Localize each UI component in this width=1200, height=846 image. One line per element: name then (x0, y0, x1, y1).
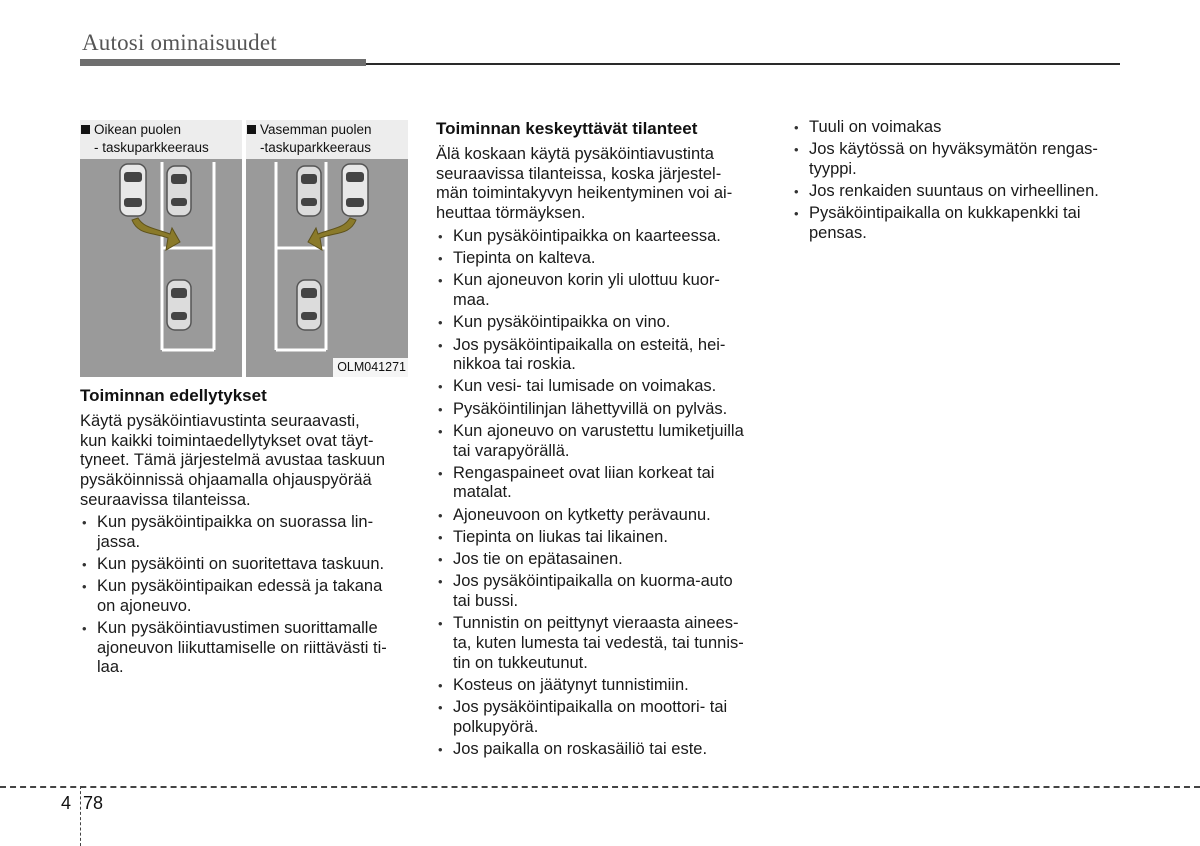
interruptions-list-continued (792, 118, 1120, 246)
list-item: • Kun pysäköintipaikka on kaarteessa. (436, 227, 764, 247)
figure-code: OLM041271 (333, 358, 408, 377)
list-item: • Rengaspaineet ovat liian korkeat tai matalat. (436, 464, 764, 503)
square-bullet-icon (81, 125, 90, 134)
conditions-list (80, 513, 408, 681)
list-item: • Jos tie on epätasainen. (436, 550, 764, 570)
parked-car-front-icon (297, 166, 321, 216)
list-item: • Kun vesi- tai lumisade on voimakas. (436, 377, 764, 397)
list-item: • Kun pysäköintipaikka on vino. (436, 313, 764, 333)
list-item: • Kun ajoneuvon korin yli ulottuu kuor- maa. (436, 271, 764, 310)
page-number (61, 793, 103, 814)
interruptions-intro: Älä koskaan käytä pysäköintiavustinta seuraavissa tilanteissa, koska järjestel- män toimintakyvyn heikentyminen voi ai- heuttaa törmäyksen. (436, 145, 733, 223)
square-bullet-icon (247, 125, 256, 134)
right-side-parking-label: Oikean puolen - taskuparkkeeraus (80, 120, 242, 159)
list-item: • Tunnistin on peittynyt vieraasta ainees- ta, kuten lumesta tai vedestä, tai tunnis- tin on tukkeutunut. (436, 614, 764, 673)
list-item: • Kun pysäköintipaikan edessä ja takana on ajoneuvo. (80, 577, 408, 616)
list-item: • Tuuli on voimakas (792, 118, 1120, 138)
own-car-icon (120, 164, 146, 216)
list-item: • Jos pysäköintipaikalla on kuorma-auto tai bussi. (436, 572, 764, 611)
own-car-icon (342, 164, 368, 216)
left-side-parking-label: Vasemman puolen -taskuparkkeeraus (246, 120, 408, 159)
interruptions-heading: Toiminnan keskeyttävät tilanteet (436, 119, 698, 138)
parked-car-rear-icon (167, 280, 191, 330)
list-item: • Jos pysäköintipaikalla on moottori- tai polkupyörä. (436, 698, 764, 737)
list-item: • Jos renkaiden suuntaus on virheellinen. (792, 182, 1120, 202)
footer-rule (0, 786, 1200, 788)
list-item: • Kun pysäköintiavustimen suorittamalle ajoneuvon liikuttamiselle on riittävästi ti- laa. (80, 619, 408, 678)
page-header-title: Autosi ominaisuudet (82, 30, 277, 55)
header-accent-bar (80, 59, 366, 66)
list-item: • Kun pysäköintipaikka on suorassa lin- jassa. (80, 513, 408, 552)
parking-illustration (80, 120, 408, 377)
header-rule (366, 63, 1120, 65)
list-item: • Ajoneuvoon on kytketty perävaunu. (436, 506, 764, 526)
list-item: • Tiepinta on kalteva. (436, 249, 764, 269)
list-item: • Jos paikalla on roskasäiliö tai este. (436, 740, 764, 760)
parked-car-front-icon (167, 166, 191, 216)
parked-car-rear-icon (297, 280, 321, 330)
list-item: • Jos käytössä on hyväksymätön rengas- tyyppi. (792, 140, 1120, 179)
list-item: • Kun pysäköinti on suoritettava taskuun. (80, 555, 408, 575)
section-number: 4 (61, 793, 72, 813)
list-item: • Tiepinta on liukas tai likainen. (436, 528, 764, 548)
list-item: • Pysäköintipaikalla on kukkapenkki tai pensas. (792, 204, 1120, 243)
page-index: 78 (83, 793, 104, 813)
right-side-parking-panel (80, 120, 242, 377)
list-item: • Pysäköintilinjan lähettyvillä on pylväs. (436, 400, 764, 420)
conditions-intro: Käytä pysäköintiavustinta seuraavasti, kun kaikki toimintaedellytykset ovat täyt- tyneet. Tämä järjestelmä avustaa taskuun pysäköinnissä ohjaamalla ohjauspyörää seuraavissa tilanteissa. (80, 412, 386, 509)
list-item: • Kun ajoneuvo on varustettu lumiketjuilla tai varapyörällä. (436, 422, 764, 461)
list-item: • Kosteus on jäätynyt tunnistimiin. (436, 676, 764, 696)
interruptions-list (436, 227, 764, 762)
conditions-heading: Toiminnan edellytykset (80, 386, 267, 405)
left-side-parking-panel (246, 120, 408, 377)
list-item: • Jos pysäköintipaikalla on esteitä, hei- nikkoa tai roskia. (436, 336, 764, 375)
